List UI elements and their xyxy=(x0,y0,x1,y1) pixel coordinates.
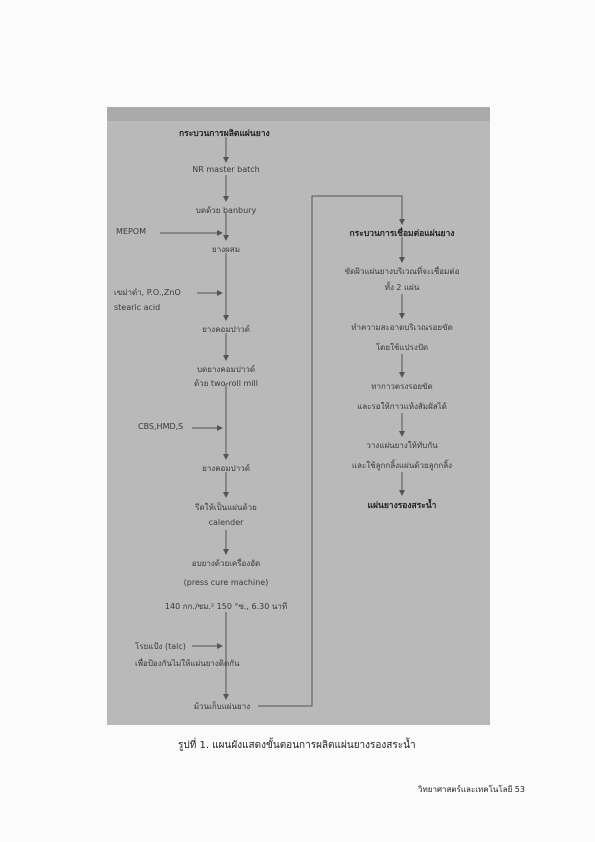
input-additives-2: stearic acid xyxy=(114,303,161,312)
node-banbury: บดด้วย banbury xyxy=(195,206,257,215)
node-compound-1: ยางคอมปาวด์ xyxy=(202,325,250,334)
figure-caption: รูปที่ 1. แผนผังแสดงขั้นตอนการผลิตแผ่นยางรองสระน้ำ xyxy=(178,740,416,751)
step3-line-2: และรอให้กาวแห้งสัมผัสได้ xyxy=(357,402,447,411)
step3-line-1: ทากาวตรงรอยขัด xyxy=(371,382,433,391)
input-talc-2: เพื่อป้องกันไม่ให้แผ่นยางติดกัน xyxy=(135,659,240,668)
step2-line-2: โดยใช้แปรงปัด xyxy=(375,343,429,352)
node-sheet-line-1: รีดให้เป็นแผ่นด้วย xyxy=(195,503,257,512)
input-talc-1: โรยแป้ง (talc) xyxy=(135,642,186,651)
step4-line-1: วางแผ่นยางให้ทับกัน xyxy=(366,441,438,450)
node-compound-mix: ยางผสม xyxy=(212,245,240,254)
node-press-line-1: อบยางด้วยเครื่องอัด xyxy=(191,559,261,568)
node-press-line-2: (press cure machine) xyxy=(183,578,269,587)
node-nr-master-batch: NR master batch xyxy=(192,165,260,174)
input-mepom: MEPOM xyxy=(116,227,146,236)
left-title: กระบวนการผลิตแผ่นยาง xyxy=(179,129,270,139)
input-additives-1: เขม่าดำ, P.O.,ZnO xyxy=(114,288,181,297)
node-mill-line-1: บดยางคอมปาวด์ xyxy=(196,365,256,374)
node-press-line-3: 140 กก./ซม.² 150 °ซ., 6.30 นาที xyxy=(164,602,288,611)
right-title: กระบวนการเชื่อมต่อแผ่นยาง xyxy=(349,229,455,239)
node-roll: ม้วนเก็บแผ่นยาง xyxy=(193,702,251,711)
input-cbs: CBS,HMD,S xyxy=(138,422,184,431)
step2-line-1: ทำความสะอาดบริเวณรอยขัด xyxy=(351,323,453,332)
page-footer: วิทยาศาสตร์และเทคโนโลยี 53 xyxy=(418,785,525,794)
panel-header-strip xyxy=(107,107,490,121)
node-sheet-line-2: calender xyxy=(208,518,244,527)
step1-line-2: ทั้ง 2 แผ่น xyxy=(384,283,420,292)
node-compound-2: ยางคอมปาวด์ xyxy=(202,464,250,473)
node-final-product: แผ่นยางรองสระน้ำ xyxy=(367,501,437,511)
step1-line-1: ขัดผิวแผ่นยางบริเวณที่จะเชื่อมต่อ xyxy=(344,267,460,276)
node-mill-line-2: ด้วย two-roll mill xyxy=(194,379,258,388)
diagram-panel xyxy=(107,107,490,725)
step4-line-2: และใช้ลูกกลิ้งแผ่นด้วยลูกกลิ้ง xyxy=(351,461,453,470)
